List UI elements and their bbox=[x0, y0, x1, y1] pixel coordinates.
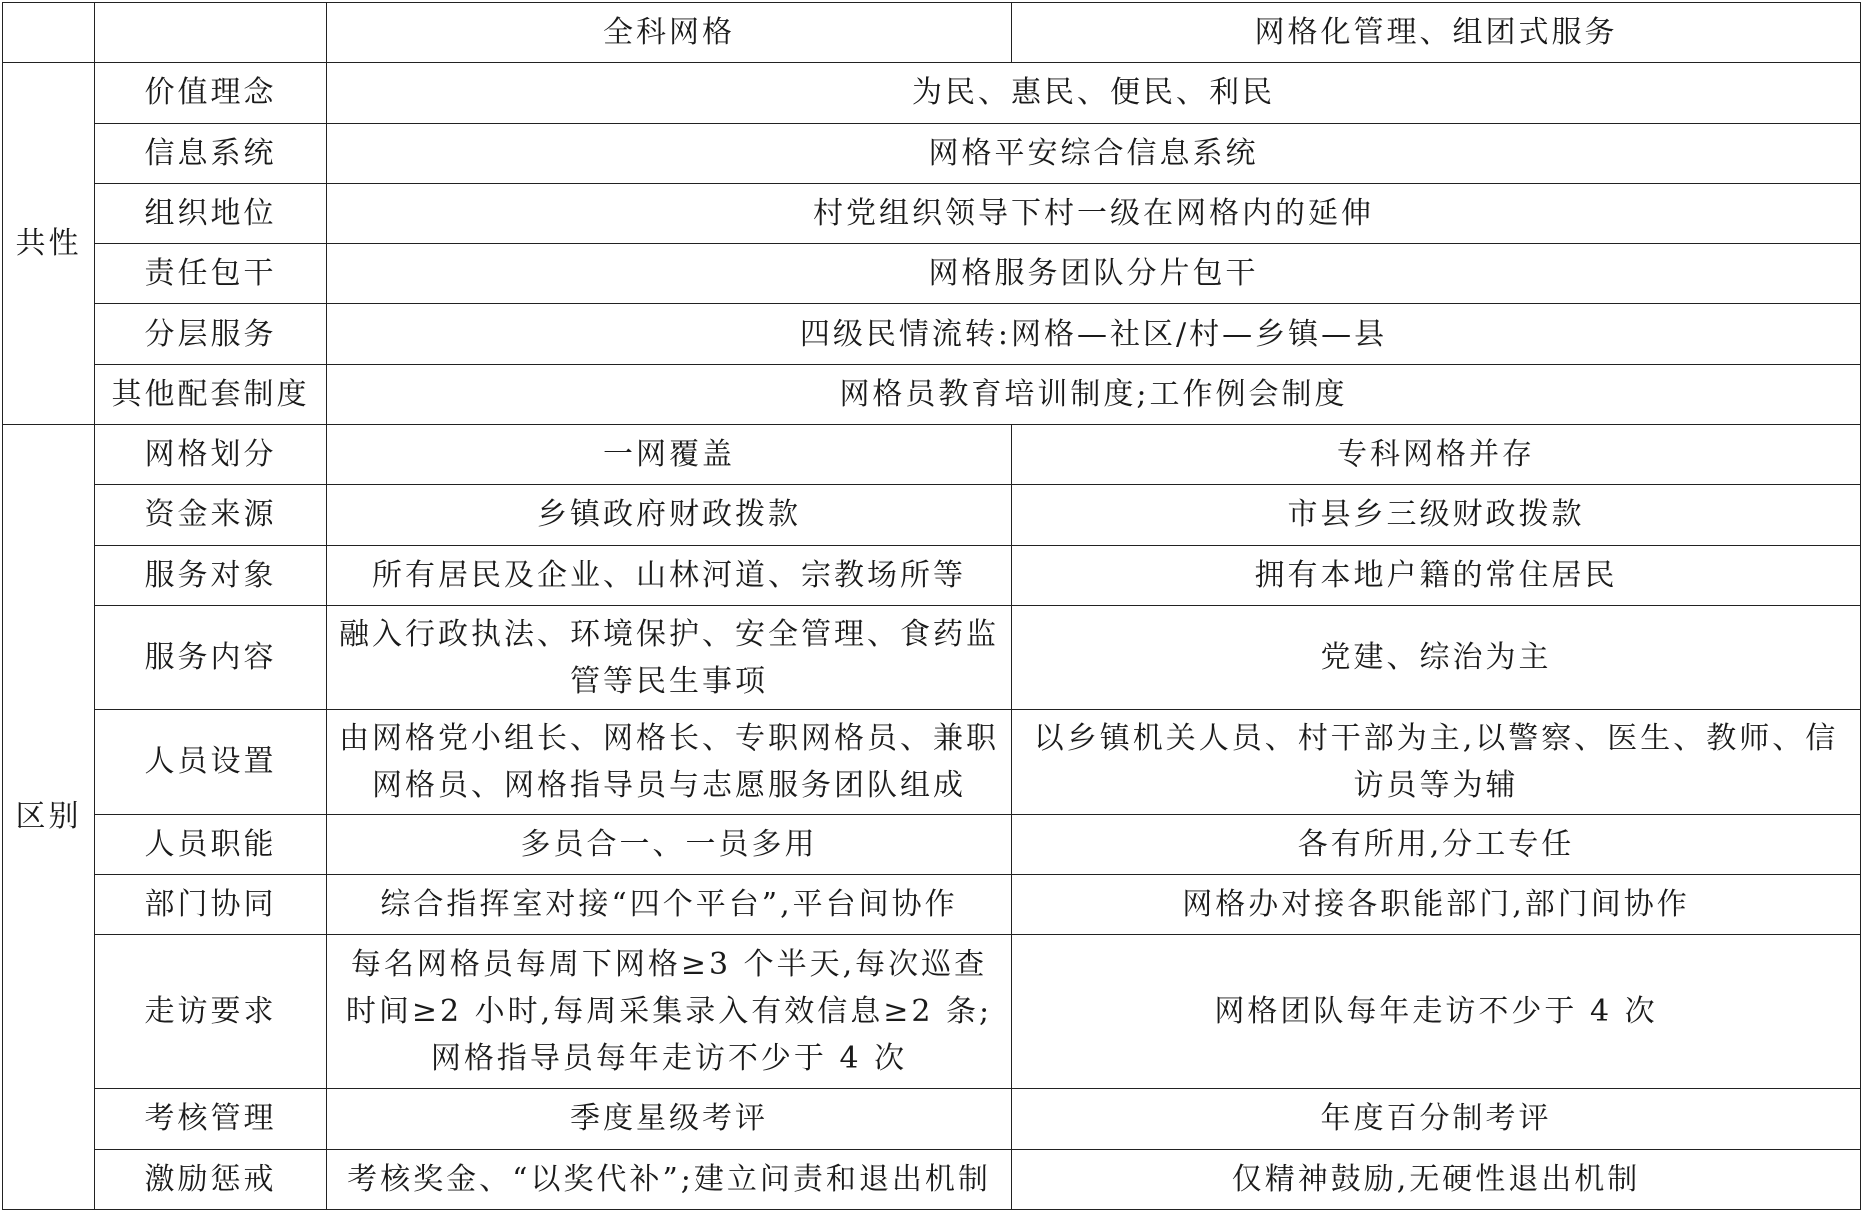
cell-a: 季度星级考评 bbox=[327, 1089, 1012, 1149]
table-row bbox=[3, 183, 1861, 243]
cell-b: 仅精神鼓励,无硬性退出机制 bbox=[1012, 1149, 1861, 1210]
cell-a: 一网覆盖 bbox=[327, 424, 1012, 484]
shared-cell: 网格员教育培训制度;工作例会制度 bbox=[327, 364, 1861, 424]
table-row bbox=[3, 874, 1861, 934]
row-label: 考核管理 bbox=[95, 1089, 327, 1149]
table-row bbox=[3, 605, 1861, 709]
table-row bbox=[3, 1089, 1861, 1149]
column-header-b: 网格化管理、组团式服务 bbox=[1012, 3, 1861, 63]
row-label: 责任包干 bbox=[95, 244, 327, 304]
group-label-common: 共性 bbox=[3, 63, 95, 425]
cell-b: 党建、综治为主 bbox=[1012, 605, 1861, 709]
row-label: 服务对象 bbox=[95, 545, 327, 605]
group-label-difference: 区别 bbox=[3, 424, 95, 1209]
cell-b: 拥有本地户籍的常住居民 bbox=[1012, 545, 1861, 605]
row-label: 人员职能 bbox=[95, 814, 327, 874]
column-header-a: 全科网格 bbox=[327, 3, 1012, 63]
row-label: 分层服务 bbox=[95, 304, 327, 364]
cell-b: 年度百分制考评 bbox=[1012, 1089, 1861, 1149]
table-row bbox=[3, 304, 1861, 364]
row-label: 网格划分 bbox=[95, 424, 327, 484]
shared-cell: 网格平安综合信息系统 bbox=[327, 123, 1861, 183]
cell-a: 乡镇政府财政拨款 bbox=[327, 485, 1012, 545]
cell-b: 网格团队每年走访不少于 4 次 bbox=[1012, 935, 1861, 1089]
table-row bbox=[3, 1149, 1861, 1210]
shared-cell: 网格服务团队分片包干 bbox=[327, 244, 1861, 304]
cell-b: 各有所用,分工专任 bbox=[1012, 814, 1861, 874]
cell-a: 由网格党小组长、网格长、专职网格员、兼职网格员、网格指导员与志愿服务团队组成 bbox=[327, 710, 1012, 814]
row-label: 人员设置 bbox=[95, 710, 327, 814]
cell-b: 网格办对接各职能部门,部门间协作 bbox=[1012, 874, 1861, 934]
cell-b: 专科网格并存 bbox=[1012, 424, 1861, 484]
cell-a: 综合指挥室对接“四个平台”,平台间协作 bbox=[327, 874, 1012, 934]
table-row bbox=[3, 814, 1861, 874]
cell-a: 所有居民及企业、山林河道、宗教场所等 bbox=[327, 545, 1012, 605]
table-row bbox=[3, 424, 1861, 484]
header-row bbox=[3, 3, 1861, 63]
row-label: 资金来源 bbox=[95, 485, 327, 545]
row-label: 价值理念 bbox=[95, 63, 327, 123]
row-label: 服务内容 bbox=[95, 605, 327, 709]
table-row bbox=[3, 123, 1861, 183]
table-row bbox=[3, 364, 1861, 424]
row-label: 部门协同 bbox=[95, 874, 327, 934]
corner-cell bbox=[95, 3, 327, 63]
table-row bbox=[3, 244, 1861, 304]
comparison-table bbox=[2, 2, 1861, 1210]
shared-cell: 为民、惠民、便民、利民 bbox=[327, 63, 1861, 123]
table-row bbox=[3, 545, 1861, 605]
cell-a: 每名网格员每周下网格≥3 个半天,每次巡查时间≥2 小时,每周采集录入有效信息≥2 条;网格指导员每年走访不少于 4 次 bbox=[327, 935, 1012, 1089]
row-label: 组织地位 bbox=[95, 183, 327, 243]
corner-cell bbox=[3, 3, 95, 63]
row-label: 激励惩戒 bbox=[95, 1149, 327, 1210]
table-row bbox=[3, 710, 1861, 814]
cell-a: 融入行政执法、环境保护、安全管理、食药监管等民生事项 bbox=[327, 605, 1012, 709]
cell-b: 市县乡三级财政拨款 bbox=[1012, 485, 1861, 545]
table-row bbox=[3, 935, 1861, 1089]
cell-a: 考核奖金、“以奖代补”;建立问责和退出机制 bbox=[327, 1149, 1012, 1210]
row-label: 走访要求 bbox=[95, 935, 327, 1089]
table-row bbox=[3, 485, 1861, 545]
table-row bbox=[3, 63, 1861, 123]
shared-cell: 村党组织领导下村一级在网格内的延伸 bbox=[327, 183, 1861, 243]
row-label: 信息系统 bbox=[95, 123, 327, 183]
cell-b: 以乡镇机关人员、村干部为主,以警察、医生、教师、信访员等为辅 bbox=[1012, 710, 1861, 814]
row-label: 其他配套制度 bbox=[95, 364, 327, 424]
cell-a: 多员合一、一员多用 bbox=[327, 814, 1012, 874]
shared-cell: 四级民情流转:网格—社区/村—乡镇—县 bbox=[327, 304, 1861, 364]
